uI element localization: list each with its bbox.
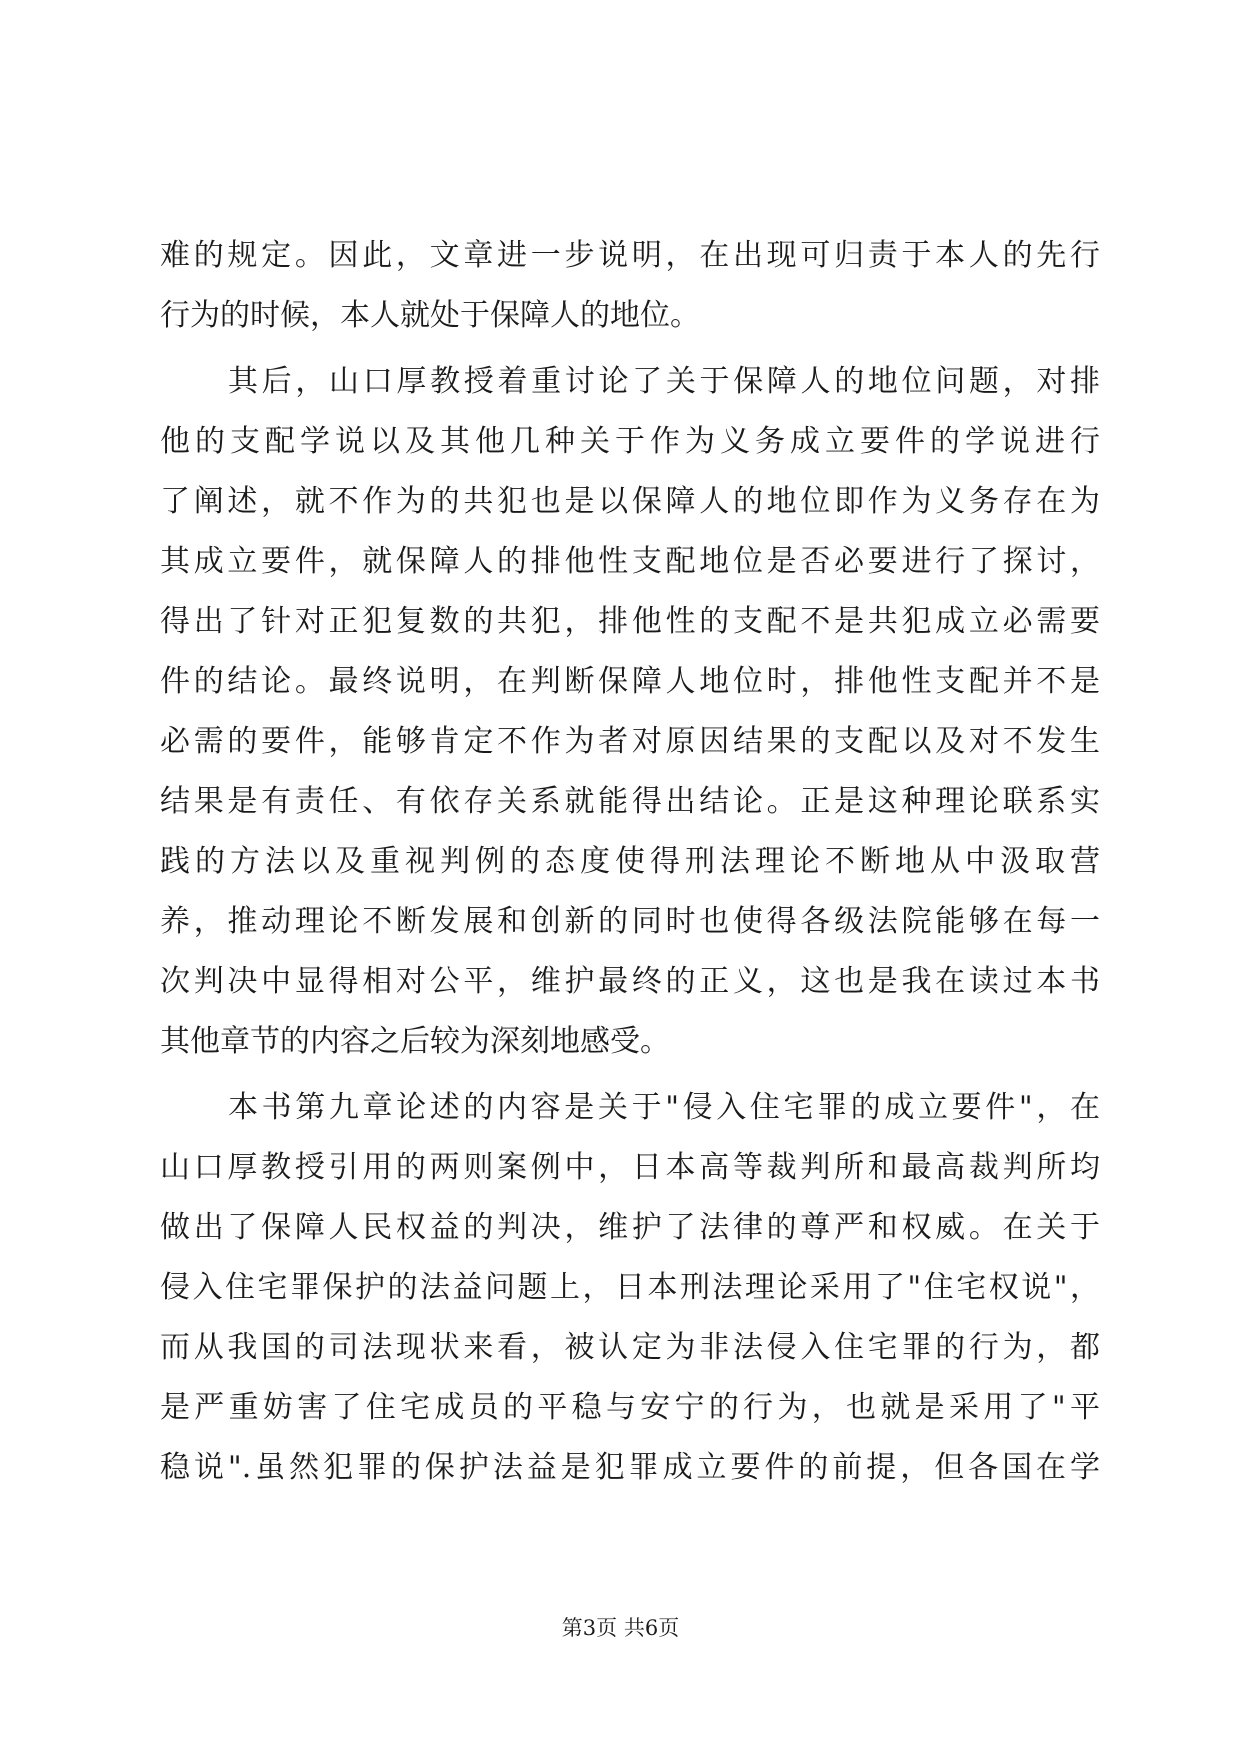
- text-line: 做出了保障人民权益的判决，维护了法律的尊严和权威。在关于: [160, 1210, 1100, 1245]
- text-line: 件的结论。最终说明，在判断保障人地位时，排他性支配并不是: [160, 664, 1100, 699]
- text-line: 难的规定。因此，文章进一步说明，在出现可归责于本人的先行: [160, 238, 1100, 273]
- text-line: 他的支配学说以及其他几种关于作为义务成立要件的学说进行: [160, 424, 1100, 459]
- text-line: 其成立要件，就保障人的排他性支配地位是否必要进行了探讨，: [160, 544, 1100, 579]
- text-line: 必需的要件，能够肯定不作为者对原因结果的支配以及对不发生: [160, 724, 1100, 759]
- text-line: 了阐述，就不作为的共犯也是以保障人的地位即作为义务存在为: [160, 484, 1100, 519]
- text-line: 是严重妨害了住宅成员的平稳与安宁的行为，也就是采用了"平: [160, 1390, 1100, 1425]
- text-line: 次判决中显得相对公平，维护最终的正义，这也是我在读过本书: [160, 964, 1100, 999]
- text-line: 得出了针对正犯复数的共犯，排他性的支配不是共犯成立必需要: [160, 604, 1100, 639]
- paragraph-start-line: 其后，山口厚教授着重讨论了关于保障人的地位问题，对排: [228, 364, 1100, 399]
- text-line: 其他章节的内容之后较为深刻地感受。: [160, 1024, 670, 1059]
- text-line: 山口厚教授引用的两则案例中，日本高等裁判所和最高裁判所均: [160, 1150, 1100, 1185]
- page-number-footer: 第3页 共6页: [561, 1616, 680, 1640]
- text-line: 侵入住宅罪保护的法益问题上，日本刑法理论采用了"住宅权说"，: [160, 1270, 1100, 1305]
- paragraph-start-line: 本书第九章论述的内容是关于"侵入住宅罪的成立要件"，在: [228, 1090, 1100, 1125]
- text-line: 结果是有责任、有依存关系就能得出结论。正是这种理论联系实: [160, 784, 1100, 819]
- text-line: 稳说".虽然犯罪的保护法益是犯罪成立要件的前提，但各国在学: [160, 1450, 1100, 1485]
- text-line: 践的方法以及重视判例的态度使得刑法理论不断地从中汲取营: [160, 844, 1100, 879]
- text-line: 行为的时候，本人就处于保障人的地位。: [160, 298, 700, 333]
- text-line: 而从我国的司法现状来看，被认定为非法侵入住宅罪的行为，都: [160, 1330, 1100, 1365]
- document-body: [160, 226, 1100, 1498]
- text-line: 养，推动理论不断发展和创新的同时也使得各级法院能够在每一: [160, 904, 1100, 939]
